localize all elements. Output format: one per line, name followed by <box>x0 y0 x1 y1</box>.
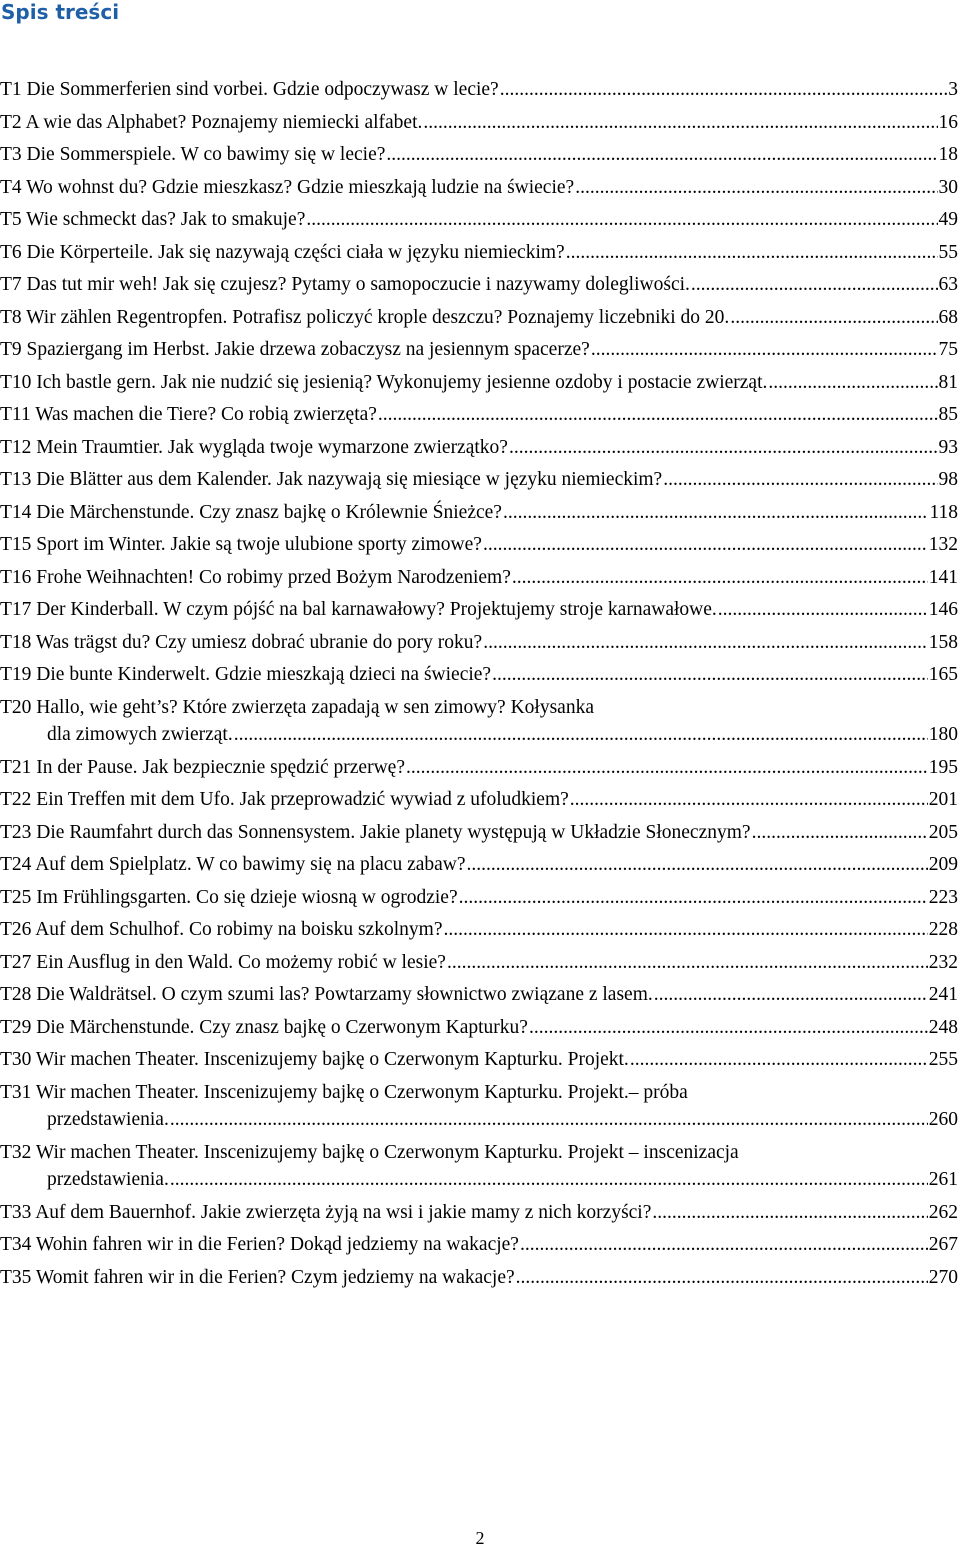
dot-leader <box>516 1264 928 1292</box>
dot-leader <box>467 851 928 879</box>
toc-entry[interactable] <box>0 1139 960 1190</box>
toc-entry-line <box>0 141 958 169</box>
toc-entry[interactable] <box>0 629 960 661</box>
toc-entry[interactable] <box>0 1014 960 1046</box>
toc-entry-line <box>0 304 958 332</box>
toc-entry-title: T6 Die Körperteile. Jak się nazywają części ciała w języku niemieckim? <box>0 241 565 263</box>
toc-entry-title: T28 Die Waldrätsel. O czym szumi las? Powtarzamy słownictwo związane z lasem. <box>0 984 653 1005</box>
toc-entry-line <box>0 1231 958 1259</box>
toc-entry-page: 75 <box>938 339 958 360</box>
toc-entry[interactable] <box>0 1199 960 1231</box>
dot-leader <box>483 629 928 657</box>
toc-entry[interactable] <box>0 336 960 368</box>
toc-entry-page: 209 <box>928 854 958 875</box>
toc-entry-continuation: dla zimowych zwierząt. <box>47 723 233 745</box>
toc-entry-title: T26 Auf dem Schulhof. Co robimy na boisku szkolnym? <box>0 919 443 940</box>
dot-leader <box>691 271 938 299</box>
toc-entry-page: 18 <box>938 144 958 165</box>
dot-leader <box>378 401 938 429</box>
toc-entry-title: T30 Wir machen Theater. Inscenizujemy bajkę o Czerwonym Kapturku. Projekt. <box>0 1049 629 1070</box>
toc-entry-title: T15 Sport im Winter. Jakie są twoje ulubione sporty zimowe? <box>0 534 482 555</box>
toc-entry[interactable] <box>0 1264 960 1296</box>
toc-entry-title: T2 A wie das Alphabet? Poznajemy niemiecki alfabet. <box>0 111 423 133</box>
dot-leader <box>492 661 928 689</box>
toc-entry-line <box>0 531 958 559</box>
dot-leader <box>386 141 937 169</box>
toc-entry[interactable] <box>0 694 960 745</box>
page-number: 2 <box>475 1528 485 1548</box>
toc-entry-page: 262 <box>928 1201 958 1223</box>
toc-entry-title: T23 Die Raumfahrt durch das Sonnensystem. Jakie planety występują w Układzie Słonecznym? <box>0 821 751 843</box>
toc-entry[interactable] <box>0 499 960 531</box>
dot-leader <box>483 531 928 559</box>
toc-entry[interactable] <box>0 596 960 628</box>
toc-entry[interactable] <box>0 916 960 948</box>
toc-entry-line <box>0 786 958 814</box>
dot-leader <box>234 721 928 749</box>
toc-entry-page: 3 <box>948 79 958 100</box>
toc-entry-title: T4 Wo wohnst du? Gdzie mieszkasz? Gdzie mieszkają ludzie na świecie? <box>0 176 575 198</box>
toc-entry-page: 267 <box>928 1234 958 1255</box>
toc-entry-first-line <box>0 694 958 722</box>
dot-leader <box>500 76 948 104</box>
toc-entry-line <box>0 466 958 494</box>
toc-entry[interactable] <box>0 531 960 563</box>
toc-entry-title: T35 Womit fahren wir in die Ferien? Czym jedziemy na wakacje? <box>0 1266 515 1288</box>
toc-entry-page: 248 <box>928 1016 958 1038</box>
toc-entry-continuation: przedstawienia. <box>47 1108 169 1130</box>
toc-entry-line <box>0 271 958 299</box>
toc-entry[interactable] <box>0 434 960 466</box>
dot-leader <box>566 239 938 267</box>
toc-entry-title: T25 Im Frühlingsgarten. Co się dzieje wiosną w ogrodzie? <box>0 886 458 908</box>
toc-entry-line <box>0 564 958 592</box>
toc-entry-line <box>0 499 958 527</box>
toc-entry[interactable] <box>0 369 960 401</box>
toc-entry[interactable] <box>0 661 960 693</box>
toc-entry-title: T21 In der Pause. Jak bezpiecznie spędzić przerwę? <box>0 756 405 778</box>
toc-entry-first-line <box>0 1079 958 1107</box>
toc-entry-line <box>0 661 958 689</box>
toc-entry-page: 49 <box>938 209 958 230</box>
toc-entry-line <box>0 239 958 267</box>
toc-entry-page: 30 <box>938 176 958 198</box>
toc-entry-page: 55 <box>938 241 958 263</box>
toc-entry-title: T18 Was trägst du? Czy umiesz dobrać ubranie do pory roku? <box>0 631 483 653</box>
toc-entry-line <box>0 949 958 977</box>
toc-entry-line <box>0 336 958 364</box>
toc-entry-line <box>0 109 958 137</box>
toc-entry[interactable] <box>0 401 960 433</box>
toc-entry-page: 93 <box>938 436 958 458</box>
dot-leader <box>752 819 928 847</box>
toc-entry-title: T8 Wir zählen Regentropfen. Potrafisz policzyć krople deszczu? Poznajemy liczebniki do 20. <box>0 306 730 328</box>
toc-entry-title: T14 Die Märchenstunde. Czy znasz bajkę o Królewnie Śnieżce? <box>0 501 502 523</box>
toc-entry-first-line <box>0 1139 958 1167</box>
toc-entry-page: 146 <box>928 599 958 620</box>
dot-leader <box>529 1014 928 1042</box>
dot-leader <box>652 1199 927 1227</box>
toc-entry-line <box>0 1264 958 1292</box>
dot-leader <box>459 884 928 912</box>
toc-entry-line <box>0 206 958 234</box>
dot-leader <box>170 1106 928 1134</box>
dot-leader <box>423 109 937 137</box>
toc-entry-title: T29 Die Märchenstunde. Czy znasz bajkę o Czerwonym Kapturku? <box>0 1016 528 1038</box>
toc-entry-title: T22 Ein Treffen mit dem Ufo. Jak przeprowadzić wywiad z ufoludkiem? <box>0 789 569 810</box>
toc-entry-second-line <box>47 1166 958 1194</box>
toc-entry-line <box>0 916 958 944</box>
toc-entry-page: 260 <box>928 1108 958 1130</box>
toc-entry-page: 16 <box>938 111 958 133</box>
toc-entry-page: 132 <box>928 534 958 555</box>
toc-entry[interactable] <box>0 76 960 108</box>
dot-leader <box>654 981 928 1009</box>
dot-leader <box>591 336 938 364</box>
toc-entry-page: 165 <box>928 664 958 685</box>
toc-entry-page: 158 <box>928 631 958 653</box>
toc-entry-page: 228 <box>928 919 958 940</box>
toc-entry-line <box>0 174 958 202</box>
toc-entry-page: 141 <box>928 566 958 588</box>
toc-entry-title: T10 Ich bastle gern. Jak nie nudzić się jesienią? Wykonujemy jesienne ozdoby i postacie zwierząt. <box>0 371 768 393</box>
toc-entry-line <box>0 884 958 912</box>
dot-leader <box>406 754 928 782</box>
toc-entry[interactable] <box>0 981 960 1013</box>
dot-leader <box>509 434 938 462</box>
toc-entry-title: T13 Die Blätter aus dem Kalender. Jak nazywają się miesiące w języku niemieckim? <box>0 469 663 490</box>
dot-leader <box>306 206 937 234</box>
toc-entry[interactable] <box>0 851 960 883</box>
toc-entry-page: 205 <box>928 821 958 843</box>
toc-entry-line <box>0 1046 958 1074</box>
toc-entry[interactable] <box>0 109 960 141</box>
toc-entry-title: T20 Hallo, wie geht’s? Które zwierzęta zapadają w sen zimowy? Kołysanka <box>0 696 594 718</box>
toc-entry-title: T16 Frohe Weihnachten! Co robimy przed Bożym Narodzeniem? <box>0 566 511 588</box>
toc-entry-title: T7 Das tut mir weh! Jak się czujesz? Pytamy o samopoczucie i nazywamy dolegliwości. <box>0 274 690 295</box>
dot-leader <box>575 174 937 202</box>
toc-entry-page: 241 <box>928 984 958 1005</box>
toc-entry-page: 98 <box>938 469 958 490</box>
toc-entry-title: T34 Wohin fahren wir in die Ferien? Dokąd jedziemy na wakacje? <box>0 1234 519 1255</box>
dot-leader <box>663 466 937 494</box>
dot-leader <box>768 369 937 397</box>
dot-leader <box>447 949 928 977</box>
toc-entry[interactable] <box>0 206 960 238</box>
toc-entry[interactable] <box>0 1231 960 1263</box>
toc-entry-line <box>0 1199 958 1227</box>
dot-leader <box>730 304 937 332</box>
toc-entry-title: T33 Auf dem Bauernhof. Jakie zwierzęta żyją na wsi i jakie mamy z nich korzyści? <box>0 1201 652 1223</box>
toc-entry[interactable] <box>0 304 960 336</box>
toc-entry[interactable] <box>0 754 960 786</box>
toc-entry-title: T17 Der Kinderball. W czym pójść na bal karnawałowy? Projektujemy stroje karnawałowe. <box>0 599 717 620</box>
toc-entry-title: T19 Die bunte Kinderwelt. Gdzie mieszkają dzieci na świecie? <box>0 664 492 685</box>
toc-entry-continuation: przedstawienia. <box>47 1168 169 1190</box>
toc-entry-line <box>0 819 958 847</box>
toc-entry-page: 223 <box>928 886 958 908</box>
toc-entry-second-line <box>47 1106 958 1134</box>
toc-entry-page: 261 <box>928 1168 958 1190</box>
dot-leader <box>170 1166 928 1194</box>
toc-entry[interactable] <box>0 786 960 818</box>
toc-entry[interactable] <box>0 564 960 596</box>
dot-leader <box>630 1046 928 1074</box>
toc-entry[interactable] <box>0 141 960 173</box>
toc-entry-title: T9 Spaziergang im Herbst. Jakie drzewa zobaczysz na jesiennym spacerze? <box>0 339 590 360</box>
dot-leader <box>570 786 928 814</box>
toc-entry-line <box>0 1014 958 1042</box>
toc-entry-page: 118 <box>929 501 958 523</box>
toc-entry[interactable] <box>0 174 960 206</box>
toc-entry[interactable] <box>0 819 960 851</box>
toc-entry-title: T3 Die Sommerspiele. W co bawimy się w lecie? <box>0 144 386 165</box>
toc-entry[interactable] <box>0 884 960 916</box>
toc-entry-line <box>0 76 958 104</box>
toc-entry-page: 232 <box>928 951 958 973</box>
dot-leader <box>444 916 928 944</box>
toc-entry-line <box>0 596 958 624</box>
toc-entry[interactable] <box>0 466 960 498</box>
toc-entry-second-line <box>47 721 958 749</box>
toc-entry-line <box>0 851 958 879</box>
dot-leader <box>503 499 929 527</box>
toc-entry-line <box>0 754 958 782</box>
toc-entry-page: 68 <box>938 306 958 328</box>
dot-leader <box>718 596 928 624</box>
toc-entry[interactable] <box>0 949 960 981</box>
toc-entry-line <box>0 369 958 397</box>
toc-entry-page: 85 <box>938 404 958 425</box>
toc-entry-page: 180 <box>928 723 958 745</box>
toc-entry-title: T31 Wir machen Theater. Inscenizujemy bajkę o Czerwonym Kapturku. Projekt.– próba <box>0 1081 688 1103</box>
toc-entry-title: T24 Auf dem Spielplatz. W co bawimy się na placu zabaw? <box>0 854 466 875</box>
toc-entry-page: 201 <box>928 789 958 810</box>
dot-leader <box>520 1231 928 1259</box>
toc-entry-page: 195 <box>928 756 958 778</box>
toc-entry-page: 270 <box>928 1266 958 1288</box>
toc-entry-title: T12 Mein Traumtier. Jak wygląda twoje wymarzone zwierzątko? <box>0 436 508 458</box>
toc-entry[interactable] <box>0 271 960 303</box>
toc-entry[interactable] <box>0 1079 960 1130</box>
toc-entry-title: T32 Wir machen Theater. Inscenizujemy bajkę o Czerwonym Kapturku. Projekt – inscenizacja <box>0 1141 739 1163</box>
toc-entry-title: T11 Was machen die Tiere? Co robią zwierzęta? <box>0 404 377 425</box>
toc-entry[interactable] <box>0 239 960 271</box>
toc-entry-title: T5 Wie schmeckt das? Jak to smakuje? <box>0 209 306 230</box>
dot-leader <box>512 564 928 592</box>
toc-entry-line <box>0 434 958 462</box>
toc-entry-page: 63 <box>938 274 958 295</box>
toc-entry-title: T1 Die Sommerferien sind vorbei. Gdzie odpoczywasz w lecie? <box>0 79 499 100</box>
toc-entry-page: 81 <box>938 371 958 393</box>
toc-heading: Spis treści <box>1 0 120 24</box>
toc-entry-line <box>0 401 958 429</box>
toc-entry[interactable] <box>0 1046 960 1078</box>
toc-entry-line <box>0 981 958 1009</box>
toc-entry-page: 255 <box>928 1049 958 1070</box>
toc-entry-title: T27 Ein Ausflug in den Wald. Co możemy robić w lesie? <box>0 951 446 973</box>
toc-entry-line <box>0 629 958 657</box>
